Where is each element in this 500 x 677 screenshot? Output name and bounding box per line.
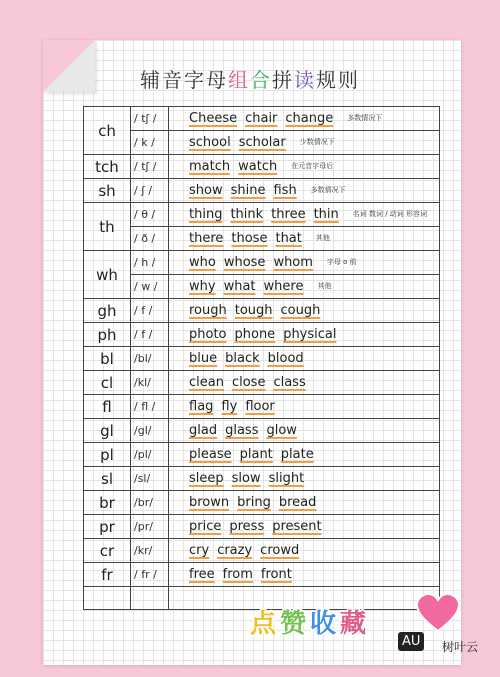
phonetic-symbol: / ð /: [131, 227, 169, 251]
example-word: plate: [280, 447, 314, 462]
example-word: phone: [234, 327, 276, 342]
words-text: [189, 399, 283, 414]
brand-name: 树叶云: [442, 640, 479, 654]
example-words: [169, 323, 440, 347]
example-word: glad: [189, 423, 218, 438]
example-words: [169, 539, 440, 563]
phonetic-symbol: /pr/: [131, 515, 169, 539]
words-text: [189, 327, 344, 342]
example-word: thing: [189, 207, 223, 222]
table-row: [84, 419, 440, 443]
table-row: [84, 107, 440, 131]
words-text: [189, 279, 311, 294]
example-word: bring: [237, 495, 271, 510]
table-row: [84, 227, 440, 251]
words-text: [189, 375, 314, 390]
table-row: [84, 371, 440, 395]
usage-note: 多数情况下: [310, 186, 346, 194]
phonetic-symbol: / tʃ /: [131, 155, 169, 179]
example-words: [169, 371, 440, 395]
example-word: photo: [189, 327, 227, 342]
example-words: [169, 419, 440, 443]
example-word: blood: [267, 351, 304, 366]
title-part: 组: [228, 68, 250, 92]
example-word: slight: [268, 471, 305, 486]
words-text: [189, 159, 285, 174]
example-word: crowd: [260, 543, 300, 558]
example-word: chair: [245, 111, 278, 126]
example-words: [169, 251, 440, 275]
like-favorite-sticker: [248, 603, 368, 640]
example-word: slow: [231, 471, 261, 486]
example-word: crazy: [217, 543, 253, 558]
table-row: [84, 539, 440, 563]
example-word: show: [189, 183, 223, 198]
example-word: tough: [234, 303, 273, 318]
table-row: [84, 155, 440, 179]
example-word: press: [229, 519, 265, 534]
letter-combination: ph: [84, 323, 131, 347]
letter-combination: sl: [84, 467, 131, 491]
example-word: glass: [225, 423, 259, 438]
phonetic-symbol: /kl/: [131, 371, 169, 395]
sticker-char: 收: [310, 609, 337, 639]
table-row: [84, 179, 440, 203]
example-word: blue: [189, 351, 218, 366]
usage-note: 字母 o 前: [326, 258, 357, 266]
letter-combination: br: [84, 491, 131, 515]
sticker-char: 赞: [280, 609, 307, 639]
example-word: three: [271, 207, 306, 222]
letter-combination: th: [84, 203, 131, 251]
words-text: [189, 423, 305, 438]
phonetic-symbol: / fl /: [131, 395, 169, 419]
example-word: black: [225, 351, 260, 366]
words-text: [189, 111, 341, 126]
phonetic-symbol: /br/: [131, 491, 169, 515]
words-text: [189, 303, 328, 318]
letter-combination: tch: [84, 155, 131, 179]
example-word: school: [189, 135, 231, 150]
letter-combination: pl: [84, 443, 131, 467]
example-word: that: [275, 231, 302, 246]
words-text: [189, 471, 312, 486]
phonetic-symbol: /pl/: [131, 443, 169, 467]
letter-combination: sh: [84, 179, 131, 203]
phonetic-symbol: / tʃ /: [131, 107, 169, 131]
sticker-char: 点: [250, 609, 277, 639]
example-word: please: [189, 447, 232, 462]
example-word: sleep: [189, 471, 224, 486]
words-text: [189, 255, 321, 270]
phonics-table: [83, 106, 440, 610]
example-word: present: [272, 519, 322, 534]
example-word: front: [260, 567, 292, 582]
letter-combination: wh: [84, 251, 131, 299]
example-words: [169, 203, 440, 227]
table-row: [84, 395, 440, 419]
example-words: [169, 107, 440, 131]
letter-combination: gh: [84, 299, 131, 323]
table-row: [84, 275, 440, 299]
title-part: 规则: [316, 68, 360, 92]
table-row: [84, 251, 440, 275]
example-word: where: [263, 279, 304, 294]
phonetic-symbol: /kr/: [131, 539, 169, 563]
table-row: [84, 515, 440, 539]
example-words: [169, 155, 440, 179]
example-words: [169, 443, 440, 467]
title-part: 合: [250, 68, 272, 92]
example-word: clean: [189, 375, 224, 390]
example-word: whose: [223, 255, 266, 270]
example-word: close: [231, 375, 266, 390]
example-word: floor: [245, 399, 275, 414]
example-words: [169, 227, 440, 251]
empty-cell: [84, 587, 131, 610]
example-word: there: [189, 231, 224, 246]
example-word: scholar: [238, 135, 286, 150]
example-word: watch: [238, 159, 278, 174]
example-word: fly: [221, 399, 238, 414]
phonetic-symbol: / w /: [131, 275, 169, 299]
table-row: [84, 563, 440, 587]
example-words: [169, 563, 440, 587]
example-word: shine: [230, 183, 266, 198]
letter-combination: ch: [84, 107, 131, 155]
empty-cell: [131, 587, 169, 610]
table-row: [84, 491, 440, 515]
example-word: thin: [313, 207, 339, 222]
phonetic-symbol: /bl/: [131, 347, 169, 371]
example-word: bread: [278, 495, 317, 510]
example-word: whom: [273, 255, 313, 270]
phonetic-symbol: /sl/: [131, 467, 169, 491]
example-word: flag: [189, 399, 214, 414]
words-text: [189, 447, 322, 462]
example-words: [169, 179, 440, 203]
letter-combination: cr: [84, 539, 131, 563]
example-words: [169, 515, 440, 539]
example-word: match: [189, 159, 231, 174]
table-row: [84, 323, 440, 347]
words-text: [189, 231, 310, 246]
sticker-char: 藏: [340, 609, 367, 639]
example-word: class: [273, 375, 306, 390]
words-text: [189, 567, 300, 582]
example-words: [169, 299, 440, 323]
example-word: fish: [273, 183, 297, 198]
example-words: [169, 395, 440, 419]
table-row: [84, 467, 440, 491]
example-word: cough: [280, 303, 321, 318]
letter-combination: fl: [84, 395, 131, 419]
page-title: [0, 64, 500, 93]
letter-combination: cl: [84, 371, 131, 395]
example-word: brown: [189, 495, 230, 510]
heart-icon: [415, 593, 461, 633]
letter-combination: bl: [84, 347, 131, 371]
example-word: who: [189, 255, 216, 270]
example-word: cry: [189, 543, 210, 558]
example-word: what: [223, 279, 256, 294]
example-word: think: [230, 207, 264, 222]
phonetic-symbol: / θ /: [131, 203, 169, 227]
phonetic-symbol: / fr /: [131, 563, 169, 587]
words-text: [189, 351, 312, 366]
example-word: physical: [283, 327, 337, 342]
phonetic-symbol: /gl/: [131, 419, 169, 443]
phonetic-symbol: / f /: [131, 299, 169, 323]
words-text: [189, 135, 294, 150]
phonetic-symbol: / k /: [131, 131, 169, 155]
example-word: price: [189, 519, 222, 534]
words-text: [189, 543, 307, 558]
letter-combination: pr: [84, 515, 131, 539]
example-word: why: [189, 279, 216, 294]
example-words: [169, 275, 440, 299]
usage-note: 多数情况下: [347, 114, 383, 122]
phonetic-symbol: / ʃ /: [131, 179, 169, 203]
phonetic-symbol: / f /: [131, 323, 169, 347]
example-words: [169, 347, 440, 371]
title-part: 辅音字母: [140, 68, 228, 92]
usage-note: 少数情况下: [299, 138, 335, 146]
example-word: Cheese: [189, 111, 238, 126]
example-word: those: [231, 231, 268, 246]
example-word: free: [189, 567, 215, 582]
table-row: [84, 347, 440, 371]
words-text: [189, 183, 305, 198]
example-words: [169, 467, 440, 491]
brand-logo: AU: [398, 632, 424, 651]
phonetic-symbol: / h /: [131, 251, 169, 275]
example-words: [169, 131, 440, 155]
letter-combination: fr: [84, 563, 131, 587]
table-row: [84, 299, 440, 323]
example-word: from: [222, 567, 253, 582]
title-part: 读: [294, 68, 316, 92]
example-word: change: [285, 111, 334, 126]
words-text: [189, 495, 324, 510]
usage-note: 名词 数词 / 动词 形容词: [352, 210, 428, 218]
example-word: glow: [266, 423, 297, 438]
usage-note: 其他: [317, 282, 332, 290]
usage-note: 在元音字母后: [291, 162, 334, 170]
table-row: [84, 131, 440, 155]
example-word: plant: [239, 447, 273, 462]
example-word: rough: [189, 303, 227, 318]
words-text: [189, 207, 347, 222]
table-row: [84, 443, 440, 467]
words-text: [189, 519, 330, 534]
letter-combination: gl: [84, 419, 131, 443]
table-row: [84, 203, 440, 227]
title-part: 拼: [272, 68, 294, 92]
example-words: [169, 491, 440, 515]
usage-note: 其他: [315, 234, 330, 242]
